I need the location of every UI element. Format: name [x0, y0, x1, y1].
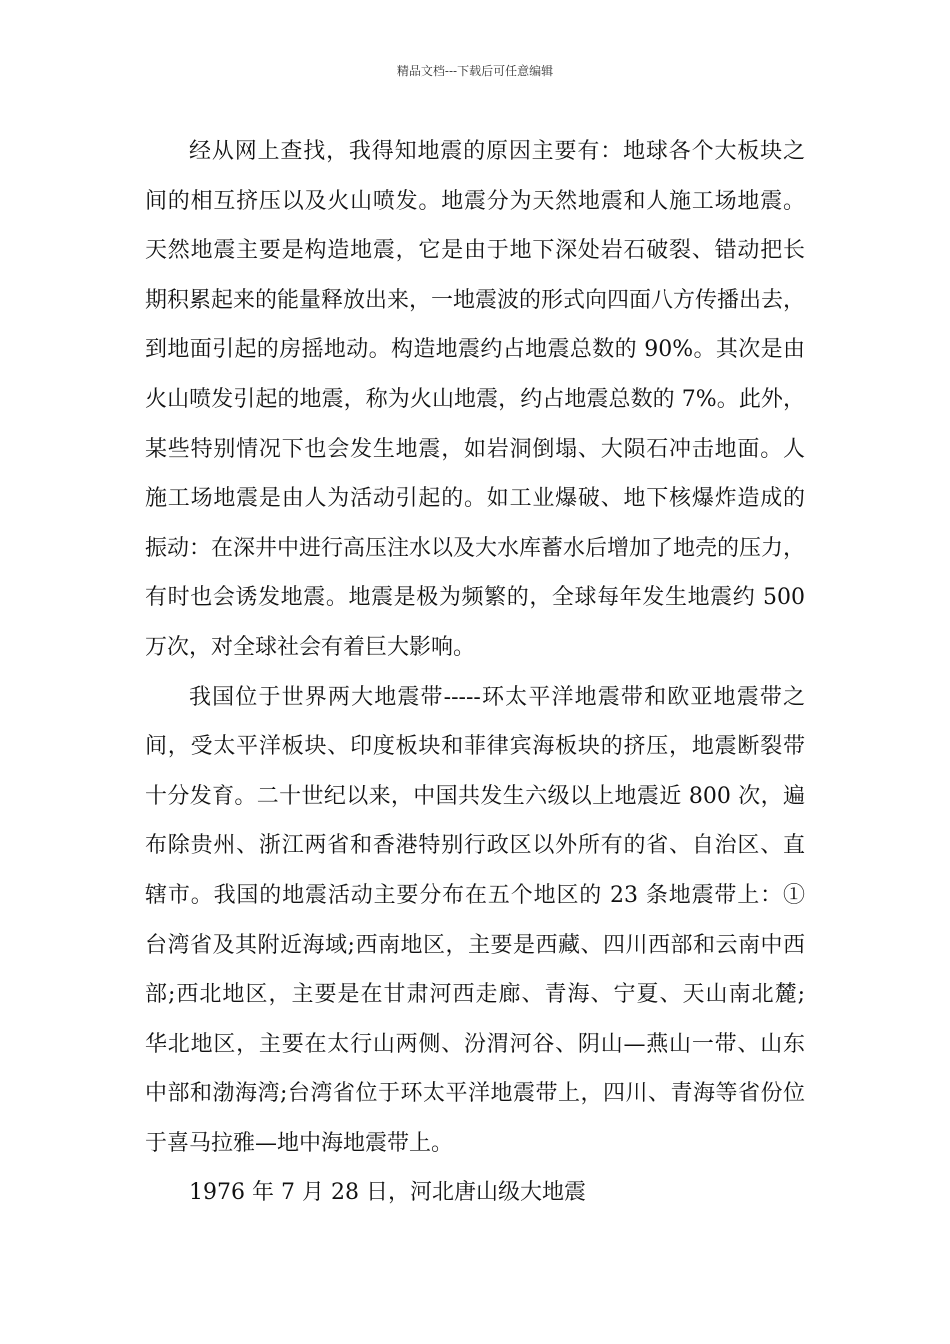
paragraph: [145, 673, 805, 1169]
text-line: 某些特别情况下也会发生地震，如岩洞倒塌、大陨石冲击地面。人: [145, 436, 805, 462]
text-line: 十分发育。二十世纪以来，中国共发生六级以上地震近 800 次，遍: [145, 783, 805, 809]
text-line: 我国位于世界两大地震带-----环太平洋地震带和欧亚地震带之: [189, 684, 805, 710]
paragraph: [145, 127, 805, 673]
text-line: 振动：在深井中进行高压注水以及大水库蓄水后增加了地壳的压力，: [145, 535, 806, 561]
text-line: 布除贵州、浙江两省和香港特别行政区以外所有的省、自治区、直: [145, 833, 805, 859]
text-line: 施工场地震是由人为活动引起的。如工业爆破、地下核爆炸造成的: [145, 486, 805, 512]
text-line: 辖市。我国的地震活动主要分布在五个地区的 23 条地震带上：①: [145, 882, 805, 908]
page-header: 精品文档---下载后可任意编辑: [396, 64, 554, 78]
text-line: 间的相互挤压以及火山喷发。地震分为天然地震和人施工场地震。: [145, 188, 805, 214]
text-line: 火山喷发引起的地震，称为火山地震，约占地震总数的 7%。此外，: [145, 386, 805, 412]
text-line: 间，受太平洋板块、印度板块和菲律宾海板块的挤压，地震断裂带: [145, 734, 805, 760]
text-line: 台湾省及其附近海域;西南地区，主要是西藏、四川西部和云南中西: [145, 932, 805, 958]
text-line: 有时也会诱发地震。地震是极为频繁的，全球每年发生地震约 500: [145, 585, 805, 611]
text-line: 天然地震主要是构造地震，它是由于地下深处岩石破裂、错动把长: [145, 238, 805, 264]
text-line: 中部和渤海湾;台湾省位于环太平洋地震带上，四川、青海等省份位: [145, 1081, 805, 1107]
text-line: 万次，对全球社会有着巨大影响。: [145, 634, 476, 660]
text-line: 期积累起来的能量释放出来，一地震波的形式向四面八方传播出去，: [145, 287, 806, 313]
text-line: 华北地区，主要在太行山两侧、汾渭河谷、阴山—燕山一带、山东: [145, 1031, 805, 1057]
paragraph: [145, 1168, 805, 1218]
text-line: 于喜马拉雅—地中海地震带上。: [145, 1130, 454, 1156]
text-line: 经从网上查找，我得知地震的原因主要有：地球各个大板块之: [189, 139, 805, 164]
text-line: 部;西北地区，主要是在甘肃河西走廊、青海、宁夏、天山南北麓;: [145, 982, 805, 1008]
text-line: 到地面引起的房摇地动。构造地震约占地震总数的 90%。其次是由: [145, 337, 805, 363]
text-line: 1976 年 7 月 28 日，河北唐山级大地震: [189, 1180, 586, 1206]
document-body: [145, 127, 805, 1218]
